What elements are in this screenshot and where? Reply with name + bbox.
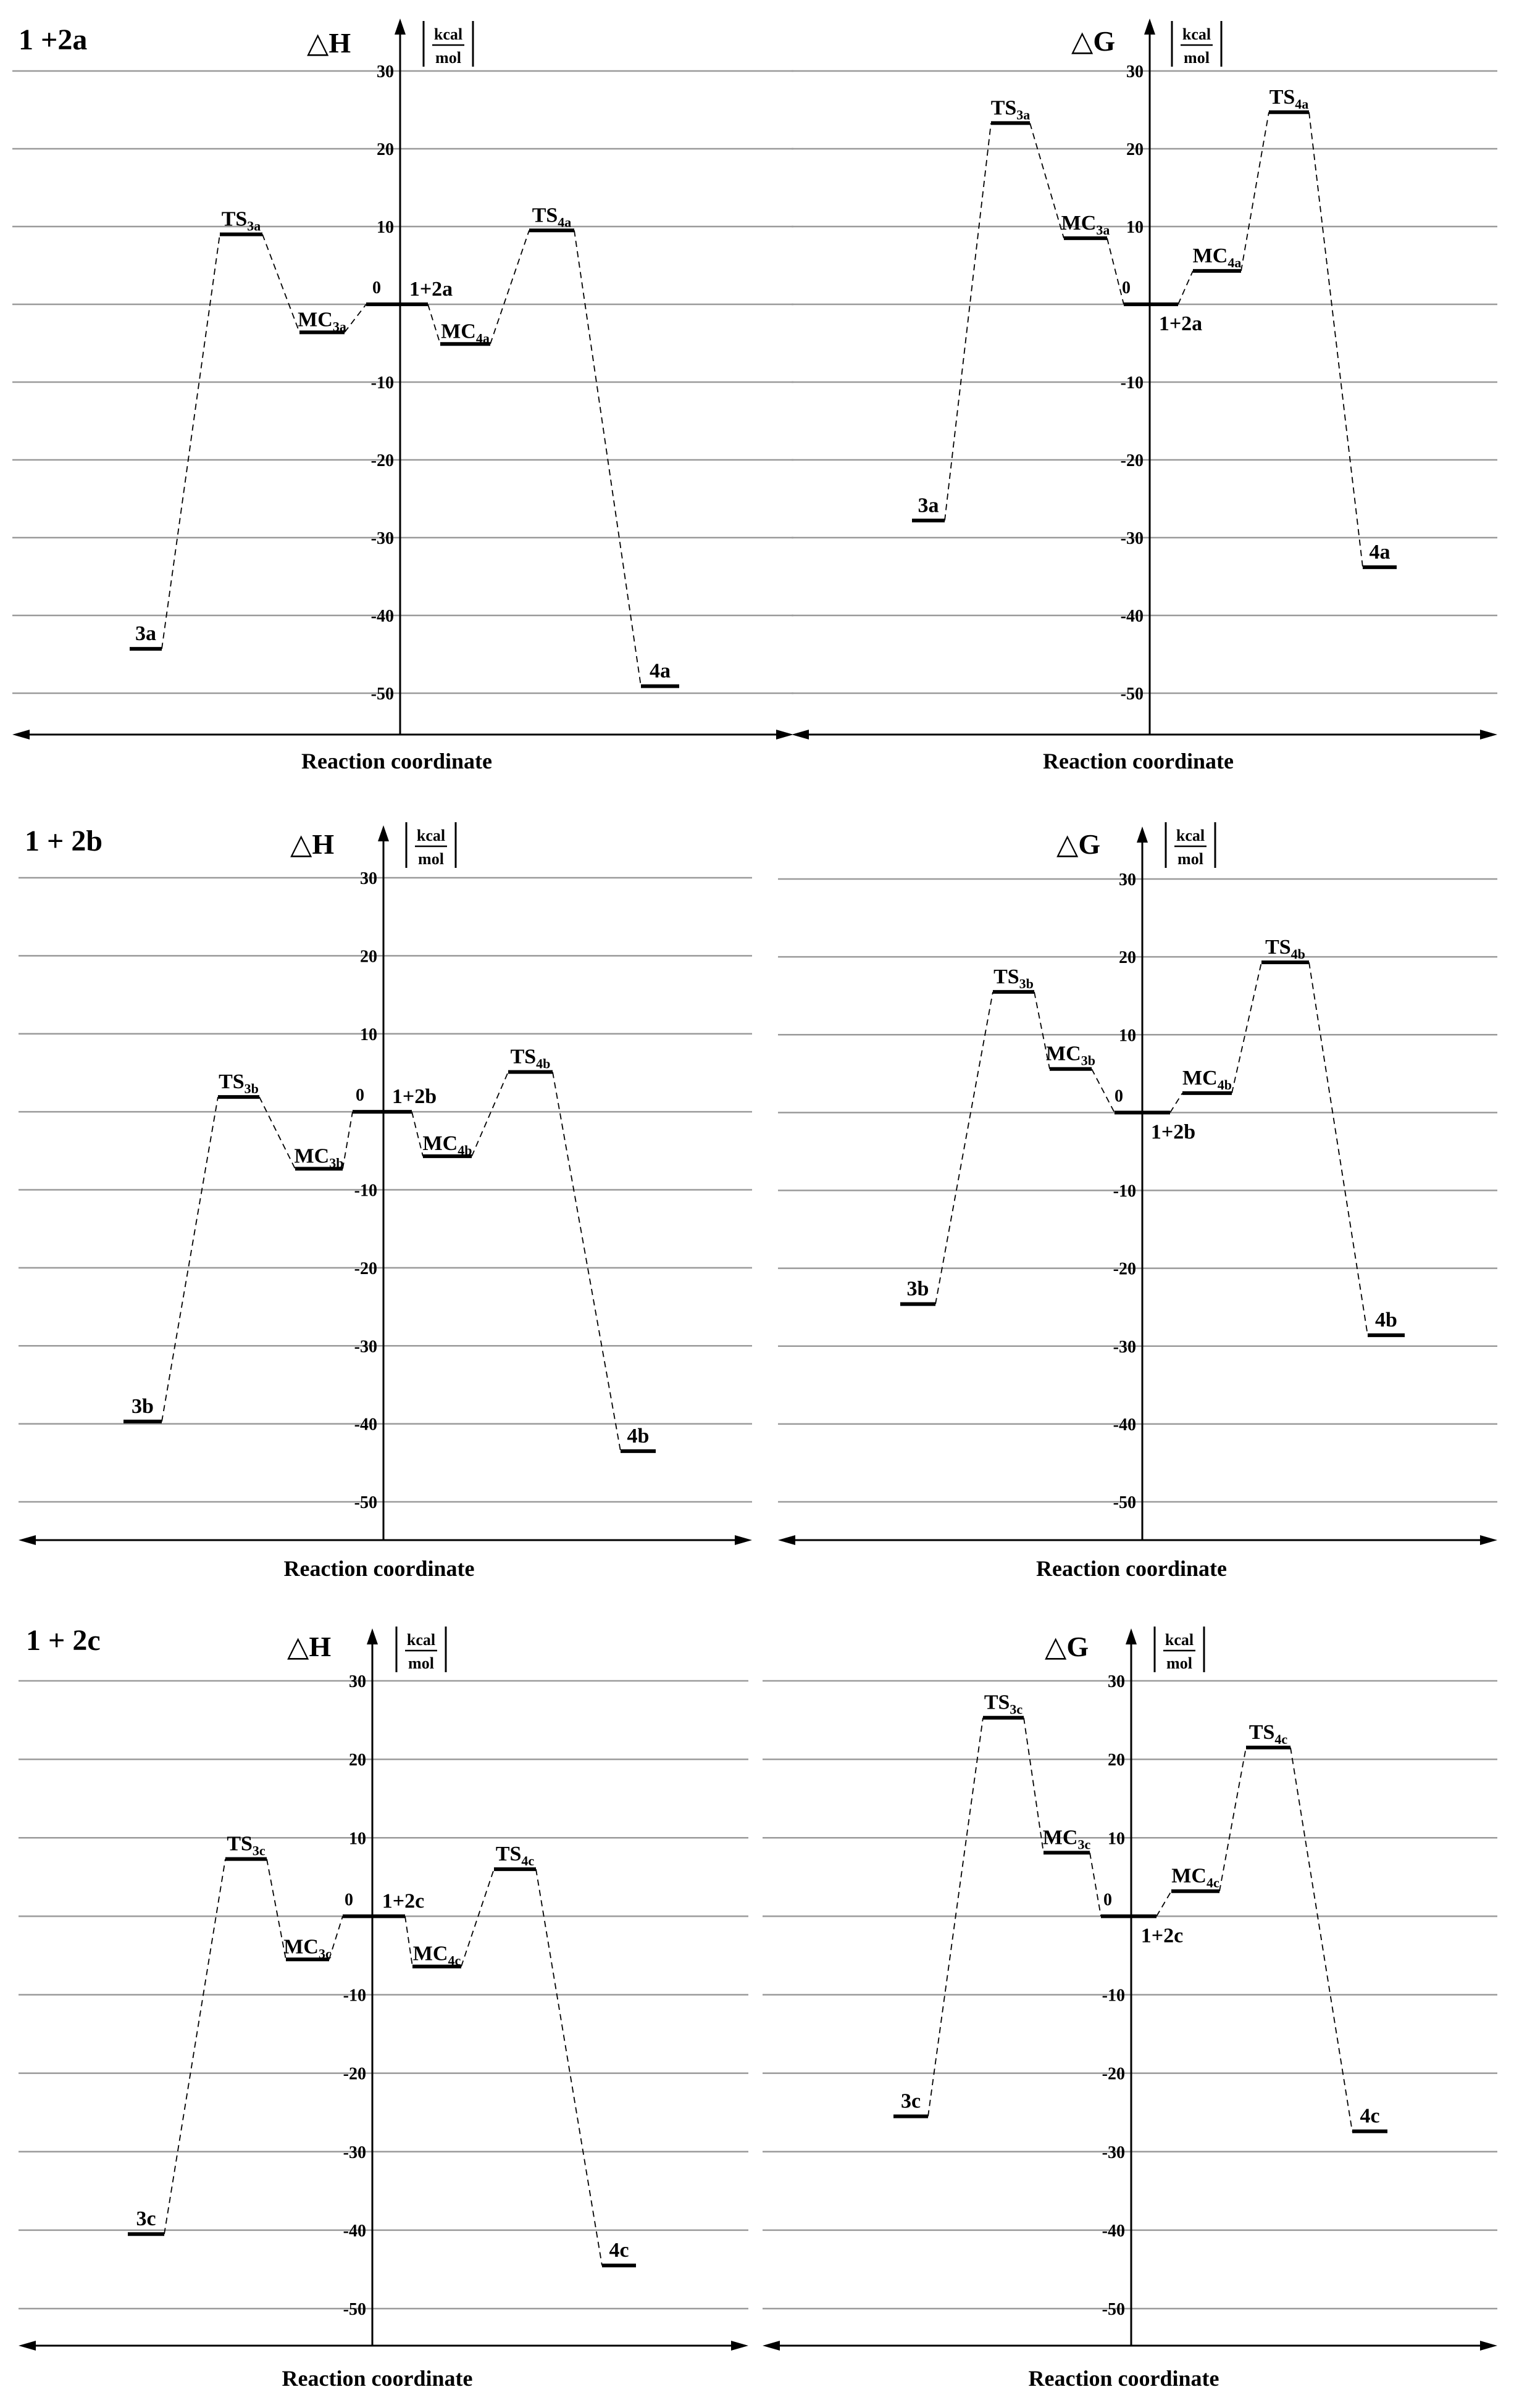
level-label-subscript: 4a [558,214,572,230]
level-label: 4a [1369,540,1391,564]
level-label-subscript: 4b [1290,946,1305,962]
level-label [1043,1826,1091,1852]
y-tick-label: 30 [1126,62,1144,81]
level-label: 1+2c [382,1889,425,1913]
connector-line [262,235,299,333]
level-label-main: MC [283,1935,319,1959]
energy-panel-4 [778,822,1497,1581]
unit-denominator: mol [1166,1654,1192,1672]
unit-denominator: mol [435,49,461,67]
level-label-subscript: 3c [318,1946,332,1962]
level-label-subscript: 4a [1295,96,1309,112]
connector-line [1309,962,1368,1335]
y-tick-label: -10 [1102,1986,1125,2006]
y-tick-label: -20 [1102,2064,1125,2084]
level-label-main: TS [219,1070,245,1094]
y-tick-label: 10 [1108,1829,1125,1849]
level-label: 3c [900,2089,921,2113]
y-tick-label: -20 [1113,1259,1136,1279]
y-tick-label: -50 [1113,1493,1136,1512]
level-label-main: MC [1192,244,1228,267]
y-tick-label: -50 [370,685,394,704]
level-label [222,208,261,234]
level-label: 4b [1375,1309,1397,1332]
level-label-subscript: 4c [1206,1875,1219,1891]
level-label-main: TS [1265,935,1291,959]
level-label-subscript: 3c [252,1843,266,1859]
y-axis-arrow [1144,19,1155,35]
level-label: 3b [906,1277,929,1301]
y-tick-label: -40 [354,1415,377,1435]
level-label-subscript: 3b [244,1081,259,1097]
connector-line [935,992,993,1304]
connector-line [928,1718,983,2117]
y-tick-label: 10 [1126,218,1144,237]
y-tick-label: 20 [377,140,394,159]
level-label [1193,244,1242,270]
x-axis-arrow-left [19,1535,36,1545]
level-label [413,1943,461,1968]
level-label [511,1046,551,1072]
unit-numerator: kcal [1165,1631,1194,1649]
quantity-label: △H [307,27,351,59]
level-label: 4b [627,1424,650,1448]
y-tick-label: -30 [1120,529,1144,548]
level-label: 4c [609,2239,629,2262]
level-label: 1+2b [391,1085,437,1109]
level-label [1061,212,1110,238]
y-tick-label: -10 [354,1181,377,1201]
y-axis-arrow [367,1628,378,1644]
unit-numerator: kcal [1176,827,1205,844]
level-label-main: TS [984,1691,1010,1714]
level-label-subscript: 4b [458,1143,472,1159]
level-label-main: MC [441,320,476,343]
connector-line [428,304,440,344]
connector-line [1092,1069,1115,1113]
level-label-main: MC [1171,1864,1207,1888]
y-tick-label: 30 [349,1672,366,1691]
level-label: 1+2a [1158,312,1203,335]
y-tick-label: -30 [1113,1337,1136,1357]
level-label: 4c [1360,2104,1380,2128]
x-axis-label: Reaction coordinate [283,1556,475,1581]
unit-denominator: mol [1184,49,1210,67]
unit-denominator: mol [1177,850,1203,868]
y-tick-label: -50 [1120,685,1144,704]
level-label-subscript: 3b [1081,1052,1095,1069]
connector-line [405,1916,412,1966]
x-axis-arrow-right [735,1535,752,1545]
y-tick-label: 20 [1108,1751,1125,1770]
energy-panel-1 [12,19,793,773]
level-label-main: MC [1182,1066,1218,1089]
energy-panel-6 [763,1627,1497,2391]
level-label-subscript: 4a [475,330,490,346]
unit-numerator: kcal [433,25,463,43]
level-label [283,1935,332,1961]
level-label [1269,86,1309,112]
level-label [298,308,346,334]
y-tick-label: -40 [343,2221,366,2241]
level-label-main: MC [298,308,333,331]
y-tick-label: 20 [1119,948,1136,968]
level-label-main: TS [510,1045,537,1069]
level-label [227,1833,266,1859]
level-label [1265,936,1305,962]
level-label-subscript: 3b [1019,975,1034,991]
level-label [984,1691,1023,1717]
y-tick-label: 30 [360,869,377,888]
y-tick-label: 30 [1108,1672,1125,1691]
level-label-main: TS [221,207,248,231]
level-label: 1+2c [1140,1924,1184,1948]
level-label-subscript: 3a [1016,107,1031,123]
y-tick-label: -50 [343,2300,366,2319]
level-label-main: MC [294,1144,330,1168]
connector-line [1219,1748,1246,1891]
connector-line [461,1869,494,1967]
quantity-label: △G [1056,828,1101,860]
connector-line [536,1869,602,2265]
level-label-main: MC [422,1132,458,1156]
connector-line [1024,1718,1043,1853]
level-label: 4a [650,659,671,683]
level-label-subscript: 4b [536,1056,551,1072]
level-label [991,96,1031,122]
quantity-label: △H [287,1631,332,1662]
connector-line [1107,238,1124,304]
y-axis-arrow [395,19,406,35]
level-label-subscript: 3a [247,218,261,234]
y-tick-label: -30 [1102,2143,1125,2162]
level-label: 3c [136,2207,156,2231]
connector-line [1030,123,1064,238]
connector-line [553,1072,621,1451]
y-axis-arrow [378,825,389,841]
connector-line [1178,271,1193,304]
level-label-main: TS [990,96,1017,120]
level-label [1046,1043,1095,1069]
level-label-subscript: 3a [1096,222,1110,238]
level-label-main: TS [1248,1721,1275,1744]
level-label-subscript: 3a [332,319,346,335]
level-label [441,320,490,346]
level-label-main: TS [1269,85,1295,109]
y-tick-label: 10 [349,1829,366,1849]
level-label-subscript: 4a [1228,254,1242,270]
zero-label: 0 [1103,1890,1112,1910]
connector-line [1309,112,1363,567]
level-label: 3a [918,494,939,517]
level-label [423,1132,472,1158]
level-label-subscript: 4c [521,1853,535,1869]
y-tick-label: -50 [354,1493,377,1512]
x-axis-label: Reaction coordinate [282,2366,473,2391]
x-axis-label: Reaction coordinate [1043,749,1234,773]
energy-panel-5 [19,1624,748,2391]
level-label-main: MC [1061,211,1097,235]
y-tick-label: -10 [1113,1181,1136,1201]
y-tick-label: -20 [354,1259,377,1278]
connector-line [259,1097,295,1169]
quantity-label: △G [1045,1631,1089,1662]
connector-line [412,1112,423,1156]
y-axis-arrow [1137,827,1148,843]
level-label [1182,1067,1232,1093]
zero-label: 0 [1122,278,1131,298]
x-axis-label: Reaction coordinate [1036,1556,1227,1581]
x-axis-arrow-left [19,2341,36,2351]
y-tick-label: -40 [370,607,394,626]
unit-denominator: mol [418,850,444,868]
connector-line [162,235,220,649]
y-tick-label: 20 [1126,140,1144,159]
level-label: 3a [135,622,156,646]
y-tick-label: -50 [1102,2300,1125,2319]
zero-label: 0 [356,1086,364,1106]
quantity-label: △H [290,828,335,860]
connector-line [574,230,641,686]
quantity-label: △G [1071,25,1116,57]
panel-title: 1 + 2c [26,1624,101,1657]
y-tick-label: 10 [1119,1026,1136,1046]
x-axis-arrow-right [1480,1535,1497,1545]
level-label-subscript: 4b [1217,1077,1232,1093]
zero-label: 0 [345,1890,353,1910]
y-tick-label: -20 [343,2064,366,2084]
y-tick-label: 20 [349,1751,366,1770]
zero-label: 0 [372,278,381,298]
level-label-main: TS [227,1832,253,1856]
level-label-main: TS [993,965,1019,988]
y-tick-label: 30 [377,62,394,81]
connector-line [490,230,529,344]
level-label [496,1843,535,1868]
connector-line [164,1859,225,2235]
zero-label: 0 [1115,1086,1123,1106]
level-label [993,965,1034,991]
level-label-subscript: 3b [329,1155,344,1171]
x-axis-label: Reaction coordinate [1028,2366,1219,2391]
connector-line [945,123,991,520]
level-label-main: MC [1042,1826,1078,1849]
y-tick-label: -10 [1120,373,1144,393]
connector-line [162,1097,218,1422]
level-label-subscript: 4c [448,1952,461,1968]
level-label [219,1070,259,1096]
level-label [1249,1721,1288,1747]
x-axis-arrow-left [12,730,30,739]
level-label-main: TS [495,1843,522,1866]
unit-numerator: kcal [416,827,446,844]
connector-line [1241,112,1269,271]
y-tick-label: 30 [1119,870,1136,889]
level-label [1171,1865,1219,1891]
energy-panel-2 [792,19,1497,773]
connector-line [1232,962,1261,1093]
x-axis-arrow-left [778,1535,795,1545]
connector-line [1156,1891,1171,1917]
x-axis-arrow-right [1480,730,1497,739]
level-label-main: MC [412,1942,448,1965]
y-tick-label: -30 [354,1337,377,1357]
y-axis-arrow [1126,1628,1137,1644]
y-tick-label: -40 [1120,607,1144,626]
level-label-subscript: 3c [1077,1836,1091,1852]
level-label: 3b [132,1394,154,1418]
energy-panel-3 [19,822,752,1581]
x-axis-arrow-right [776,730,793,739]
x-axis-arrow-right [731,2341,748,2351]
y-tick-label: -30 [370,529,394,548]
level-label [295,1144,344,1170]
y-tick-label: -10 [343,1986,366,2006]
level-label [532,204,572,230]
y-tick-label: 10 [360,1025,377,1044]
y-tick-label: 10 [377,218,394,237]
y-tick-label: 20 [360,947,377,967]
level-label-main: TS [532,204,558,227]
level-label-subscript: 4c [1274,1731,1288,1748]
y-tick-label: -20 [370,451,394,470]
connector-line [1170,1093,1182,1113]
connector-line [343,1112,353,1169]
x-axis-arrow-left [763,2341,780,2351]
connector-line [1090,1852,1101,1916]
y-tick-label: -40 [1102,2221,1125,2241]
y-tick-label: -30 [343,2143,366,2162]
y-tick-label: -20 [1120,451,1144,470]
level-label: 1+2b [1150,1120,1196,1144]
unit-numerator: kcal [406,1631,436,1649]
level-label-subscript: 3c [1010,1701,1023,1717]
panel-title: 1 +2a [19,23,88,56]
y-tick-label: -10 [370,373,394,393]
x-axis-label: Reaction coordinate [301,749,492,773]
x-axis-arrow-right [1480,2341,1497,2351]
connector-line [472,1072,508,1156]
unit-denominator: mol [408,1654,434,1672]
panel-title: 1 + 2b [25,825,103,857]
unit-numerator: kcal [1182,25,1211,43]
level-label-main: MC [1046,1042,1081,1065]
connector-line [345,304,366,332]
x-axis-arrow-left [792,730,809,739]
level-label: 1+2a [409,278,453,301]
y-tick-label: -40 [1113,1415,1136,1435]
